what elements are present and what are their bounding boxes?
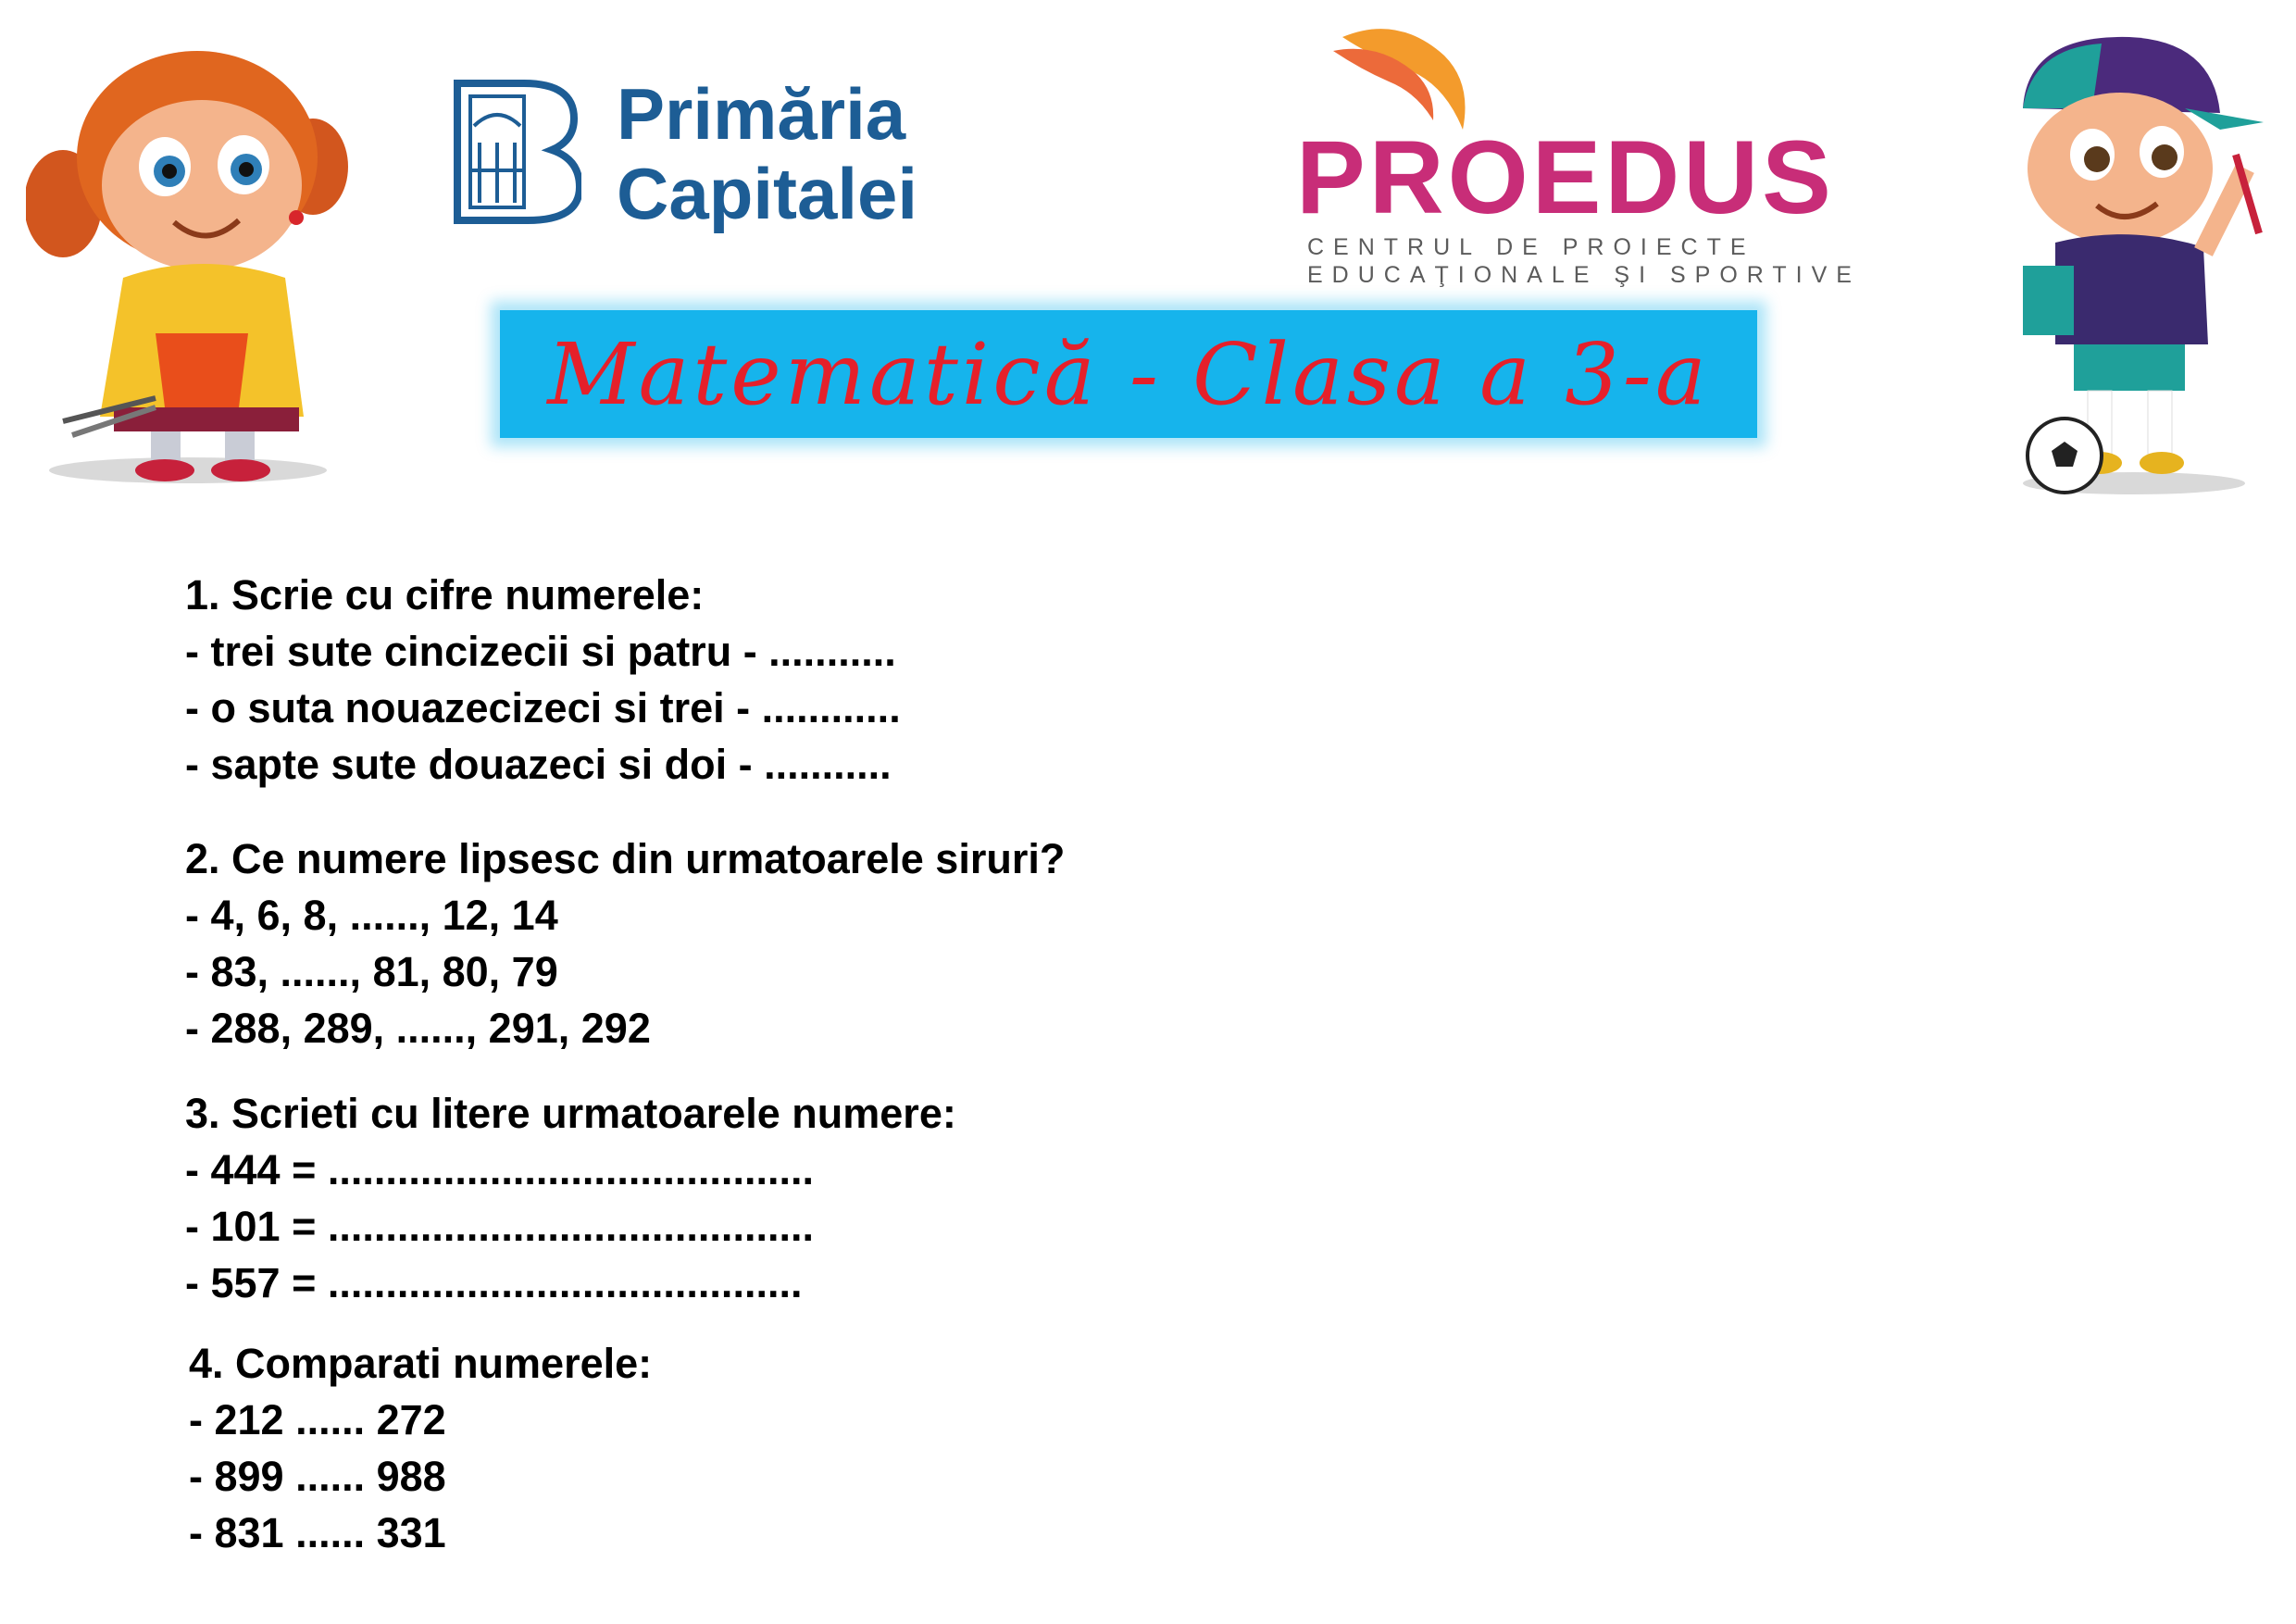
exercise-item: - 899 ...... 988 bbox=[189, 1453, 446, 1500]
exercise-heading: 3. Scrieti cu litere urmatoarele numere: bbox=[185, 1090, 956, 1137]
exercise-item: - o suta nouazecizeci si trei - ............ bbox=[185, 684, 901, 731]
proedus-wordmark: PROEDUS bbox=[1296, 119, 1835, 235]
exercise-heading: 2. Ce numere lipsesc din urmatoarele siruri? bbox=[185, 835, 1066, 882]
exercise-item: - 557 = ......................................... bbox=[185, 1259, 803, 1306]
proedus-logo bbox=[1296, 19, 1861, 288]
proedus-subtitle-line1: CENTRUL DE PROIECTE bbox=[1307, 234, 1755, 260]
exercise-item: - 288, 289, ......, 291, 292 bbox=[185, 1005, 651, 1052]
proedus-subtitle-line2: EDUCAŢIONALE ŞI SPORTIVE bbox=[1307, 262, 1861, 288]
primaria-line1: Primăria bbox=[617, 73, 906, 155]
page-title: Matematică - Clasa a 3-a bbox=[547, 324, 1710, 424]
exercise-4 bbox=[189, 1335, 652, 1561]
exercise-item: - 212 ...... 272 bbox=[189, 1396, 446, 1443]
exercise-item: - 101 = .......................................... bbox=[185, 1203, 814, 1250]
primaria-line2: Capitalei bbox=[617, 153, 918, 234]
exercise-heading: 1. Scrie cu cifre numerele: bbox=[185, 571, 705, 618]
exercise-item: - trei sute cincizecii si patru - ........... bbox=[185, 628, 896, 675]
exercise-1 bbox=[185, 567, 901, 793]
exercise-item: - 831 ...... 331 bbox=[189, 1509, 446, 1556]
exercise-2 bbox=[185, 831, 1065, 1056]
exercise-item: - 444 = .......................................... bbox=[185, 1146, 814, 1193]
title-banner bbox=[500, 310, 1757, 438]
exercise-item: - sapte sute douazeci si doi - ........... bbox=[185, 741, 892, 788]
boy-character-illustration bbox=[1990, 20, 2268, 502]
primaria-capitalei-logo bbox=[452, 74, 1017, 250]
exercise-heading: 4. Comparati numerele: bbox=[189, 1340, 653, 1387]
exercise-item: - 83, ......, 81, 80, 79 bbox=[185, 948, 558, 995]
girl-character-illustration bbox=[26, 28, 350, 491]
primaria-building-b-icon bbox=[452, 78, 581, 226]
exercise-item: - 4, 6, 8, ......, 12, 14 bbox=[185, 892, 558, 939]
exercise-3 bbox=[185, 1085, 956, 1311]
